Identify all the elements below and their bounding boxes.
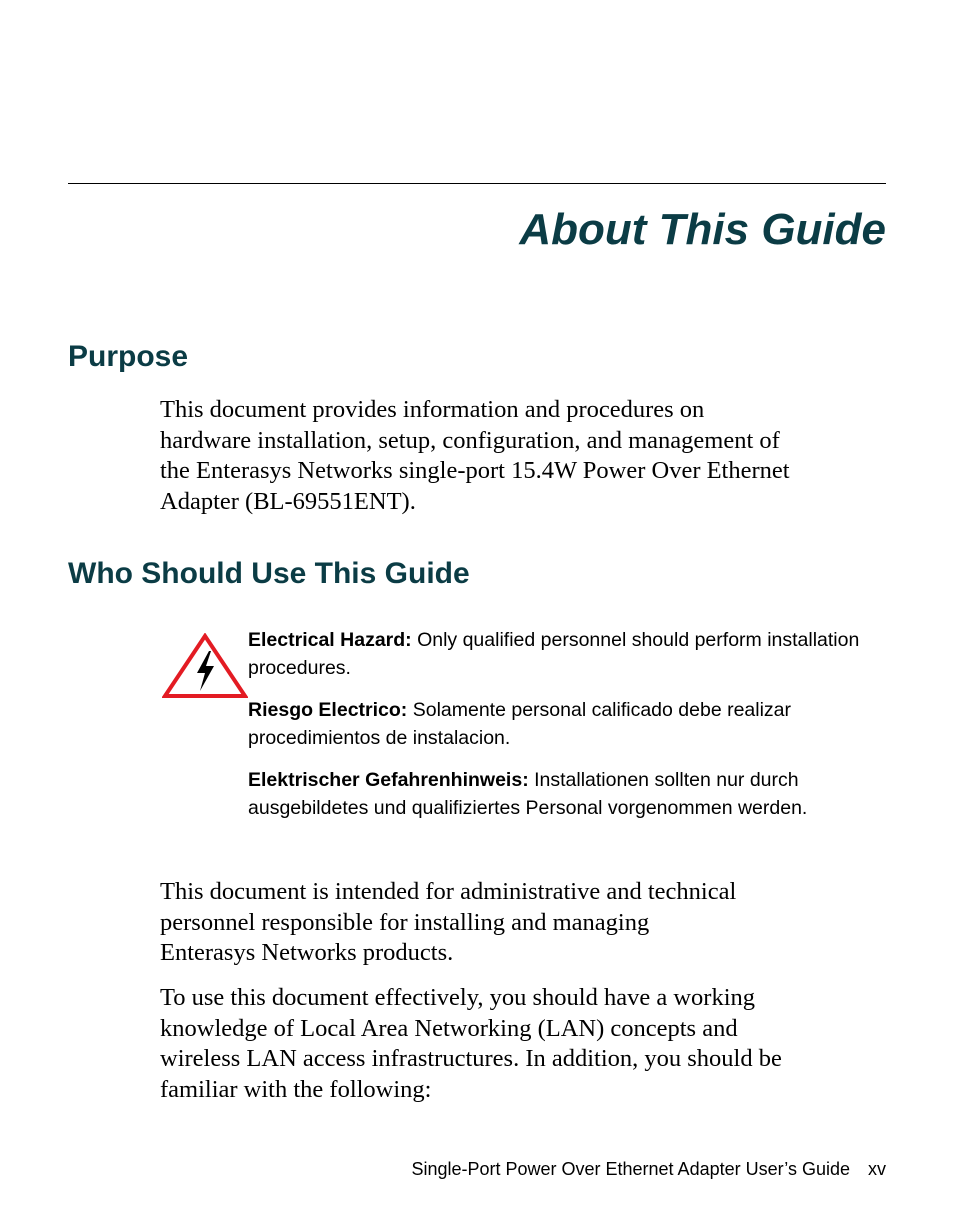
section-heading-audience: Who Should Use This Guide [68,557,470,590]
audience-line: Enterasys Networks products. [160,939,454,966]
hazard-warning-english [248,627,888,682]
hazard-warning-german [248,767,888,822]
hazard-label: Electrical Hazard: [248,629,412,651]
page-number: xv [868,1159,886,1179]
hazard-warning-spanish [248,697,888,752]
hazard-label: Elektrischer Gefahrenhinweis: [248,769,529,791]
hazard-text: Installationen sollten nur durch ausgebildetes und qualifiziertes Personal vorgenommen werden. [248,769,808,819]
purpose-line: Adapter (BL-69551ENT). [160,487,416,515]
electrical-hazard-icon [162,633,248,699]
purpose-paragraph [160,395,880,517]
hazard-label: Riesgo Electrico: [248,699,408,721]
audience-paragraph [160,877,880,969]
purpose-line: hardware installation, setup, configuration, and management of [160,426,780,454]
chapter-title: About This Guide [519,205,886,254]
page-footer [411,1157,886,1181]
audience-line: personnel responsible for installing and managing [160,908,650,936]
prerequisites-line: familiar with the following: [160,1075,432,1103]
purpose-line: This document provides information and procedures on [160,396,705,423]
prerequisites-line: wireless LAN access infrastructures. In addition, you should be [160,1045,782,1072]
hazard-text: Only qualified personnel should perform installation procedures. [248,629,860,679]
prerequisites-line: To use this document effectively, you should have a working [160,984,755,1011]
hazard-text: Solamente personal calificado debe realizar procedimientos de instalacion. [248,699,792,749]
prerequisites-paragraph [160,983,880,1105]
section-heading-purpose: Purpose [68,340,189,373]
audience-line: This document is intended for administrative and technical [160,878,737,905]
prerequisites-line: knowledge of Local Area Networking (LAN) concepts and [160,1014,738,1042]
hazard-warnings [248,627,888,837]
purpose-line: the Enterasys Networks single-port 15.4W Power Over Ethernet [160,457,790,484]
footer-title: Single-Port Power Over Ethernet Adapter User’s Guide [411,1159,850,1179]
header-rule [68,183,886,184]
